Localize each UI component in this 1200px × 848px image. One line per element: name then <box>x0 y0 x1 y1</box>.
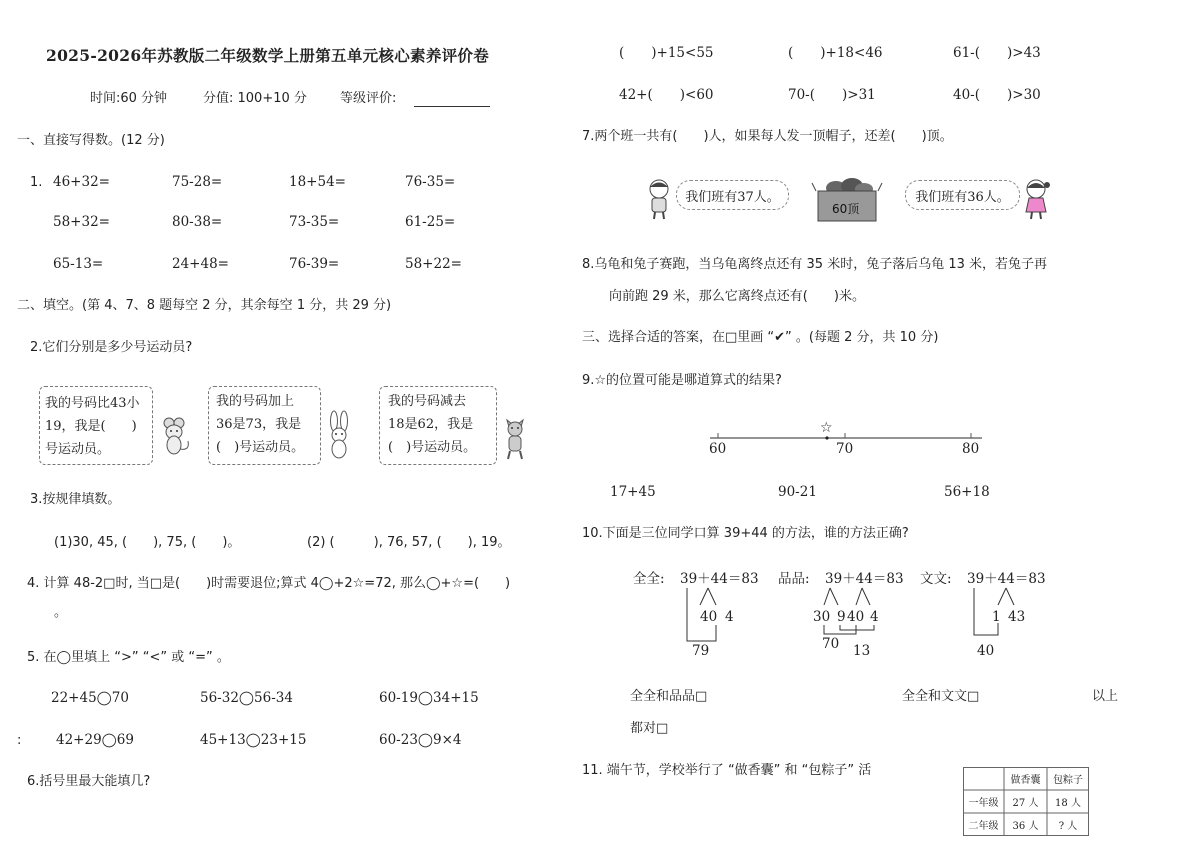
runner-box-2-line: 36是73，我是 <box>216 417 302 432</box>
q8-line1: 8.乌龟和兔子赛跑，当乌龟离终点还有 35 米时，兔子落后乌龟 13 米，若兔子再 <box>582 257 1048 272</box>
q1-item: 46+32= <box>53 174 110 190</box>
q5-item: 42+29◯69 <box>56 732 134 748</box>
q6-item: ( )+15<55 <box>619 45 714 61</box>
q6-item: 40-( )>30 <box>953 87 1041 103</box>
q1-number: 1. <box>30 175 43 190</box>
section1-heading: 一、直接写得数。(12 分) <box>17 133 165 148</box>
q7-text: 7.两个班一共有( )人，如果每人发一顶帽子，还差( )顶。 <box>582 129 953 144</box>
q6-item: 70-( )>31 <box>788 87 876 103</box>
result-number: 13 <box>853 643 871 659</box>
q1-item: 65-13= <box>53 256 104 272</box>
runner-box-2-line: 我的号码加上 <box>216 394 295 409</box>
q9-option[interactable]: 90-21 <box>778 484 817 500</box>
score-info: 分值: 100+10 分 <box>203 91 307 106</box>
time-info: 时间:60 分钟 <box>90 91 168 106</box>
grade-blank[interactable] <box>414 106 490 107</box>
runner-box-3-line: ( )号运动员。 <box>388 440 477 455</box>
q9-title: 9.☆的位置可能是哪道算式的结果? <box>582 373 782 388</box>
split-number: 43 <box>1008 609 1026 625</box>
boy-icon <box>644 178 674 220</box>
table-cell: 27 人 <box>1012 798 1039 809</box>
q5-item: 60-23◯9×4 <box>379 732 462 748</box>
q4-line2: 。 <box>54 605 68 620</box>
tick-label: 70 <box>836 441 854 457</box>
q2-title: 2.它们分别是多少号运动员? <box>30 340 193 355</box>
section2-heading: 二、填空。(第 4、7、8 题每空 2 分，其余每空 1 分，共 29 分) <box>17 298 392 313</box>
table-cell: ? 人 <box>1058 821 1078 832</box>
q6-item: ( )+18<46 <box>788 45 883 61</box>
q5-item: 22+45◯70 <box>51 690 129 706</box>
q1-item: 76-39= <box>289 256 340 272</box>
method-equation: 39＋44＝83 <box>967 571 1046 587</box>
q1-item: 58+32= <box>53 214 110 230</box>
grade-label: 等级评价: <box>340 91 397 106</box>
table-header: 包粽子 <box>1053 775 1083 786</box>
q5-item: 60-19◯34+15 <box>379 690 479 706</box>
runner-box-2-line: ( )号运动员。 <box>216 440 305 455</box>
q10-option-3b[interactable]: 都对□ <box>630 721 669 736</box>
table-cell: 18 人 <box>1055 798 1081 809</box>
tick-label: 80 <box>962 441 980 457</box>
mouse-icon <box>158 415 194 457</box>
q5-colon: : <box>17 733 22 748</box>
split-number: 1 <box>992 609 1001 625</box>
q10-option-2[interactable]: 全全和文文□ <box>902 689 980 704</box>
q5-item: 56-32◯56-34 <box>200 690 293 706</box>
split-number: 9 <box>837 609 846 625</box>
page-title: 2025-2026年苏教版二年级数学上册第五单元核心素养评价卷 <box>46 46 490 65</box>
result-number: 40 <box>977 643 995 659</box>
section3-heading: 三、选择合适的答案，在□里画 “✔” 。(每题 2 分，共 10 分) <box>582 330 939 345</box>
split-number: 40 <box>700 609 718 625</box>
q1-item: 75-28= <box>172 174 223 190</box>
q5-title: 5. 在◯里填上 “>” “<” 或 “=” 。 <box>27 650 230 665</box>
q5-item: 45+13◯23+15 <box>200 732 307 748</box>
q4-line1: 4. 计算 48-2□时, 当□是( )时需要退位;算式 4◯+2☆=72, 那么◯+☆=( ) <box>27 576 511 591</box>
q6-item: 42+( )<60 <box>619 87 714 103</box>
q1-item: 18+54= <box>289 174 346 190</box>
q10-option-1[interactable]: 全全和品品□ <box>630 689 708 704</box>
table-cell: 36 人 <box>1012 821 1039 832</box>
method-equation: 39＋44＝83 <box>680 571 759 587</box>
runner-box-3-line: 18是62，我是 <box>388 417 474 432</box>
rabbit-icon <box>323 411 355 461</box>
runner-box-1-line: 号运动员。 <box>45 442 111 457</box>
split-number: 30 <box>813 609 831 625</box>
q9-option[interactable]: 56+18 <box>944 484 990 500</box>
q6-title: 6.括号里最大能填几? <box>27 774 151 789</box>
method-label: 文文: <box>920 571 952 587</box>
hat-box-label: 60顶 <box>832 202 860 216</box>
q8-line2: 向前跑 29 米，那么它离终点还有( )米。 <box>609 289 865 304</box>
q9-option[interactable]: 17+45 <box>610 484 656 500</box>
method-equation: 39＋44＝83 <box>825 571 904 587</box>
q1-item: 73-35= <box>289 214 340 230</box>
q1-item: 58+22= <box>405 256 462 272</box>
q3-part2: (2) ( ), 76, 57, ( ), 19。 <box>307 535 511 550</box>
q1-item: 24+48= <box>172 256 229 272</box>
girl-icon <box>1020 178 1054 220</box>
q1-item: 76-35= <box>405 174 456 190</box>
method-label: 品品: <box>778 571 810 587</box>
method-label: 全全: <box>633 571 665 587</box>
q6-item: 61-( )>43 <box>953 45 1041 61</box>
split-number: 4 <box>870 609 879 625</box>
q1-item: 61-25= <box>405 214 456 230</box>
q10-title: 10.下面是三位同学口算 39+44 的方法，谁的方法正确? <box>582 526 909 541</box>
runner-box-3-line: 我的号码减去 <box>388 394 467 409</box>
table-cell: 一年级 <box>968 798 999 809</box>
result-number: 70 <box>822 636 840 652</box>
speech-bubble-boy: 我们班有37人。 <box>676 180 789 210</box>
split-number: 40 <box>847 609 865 625</box>
runner-box-1-line: 19，我是( ) <box>45 419 137 434</box>
q3-title: 3.按规律填数。 <box>30 492 121 507</box>
q1-item: 80-38= <box>172 214 223 230</box>
tick-label: 60 <box>709 441 727 457</box>
cat-icon <box>500 414 530 460</box>
table-cell: 二年级 <box>968 821 999 832</box>
q3-part1: (1)30, 45, ( ), 75, ( )。 <box>54 535 241 550</box>
table-header: 做香囊 <box>1010 775 1041 786</box>
star-marker: ☆ <box>820 420 833 436</box>
q10-option-3a[interactable]: 以上 <box>1092 689 1119 704</box>
split-number: 4 <box>725 609 734 625</box>
speech-bubble-girl: 我们班有36人。 <box>905 180 1020 210</box>
runner-box-1-line: 我的号码比43小 <box>45 396 140 411</box>
result-number: 79 <box>692 643 710 659</box>
q11-text: 11. 端午节，学校举行了 “做香囊” 和 “包粽子” 活 <box>582 763 872 778</box>
